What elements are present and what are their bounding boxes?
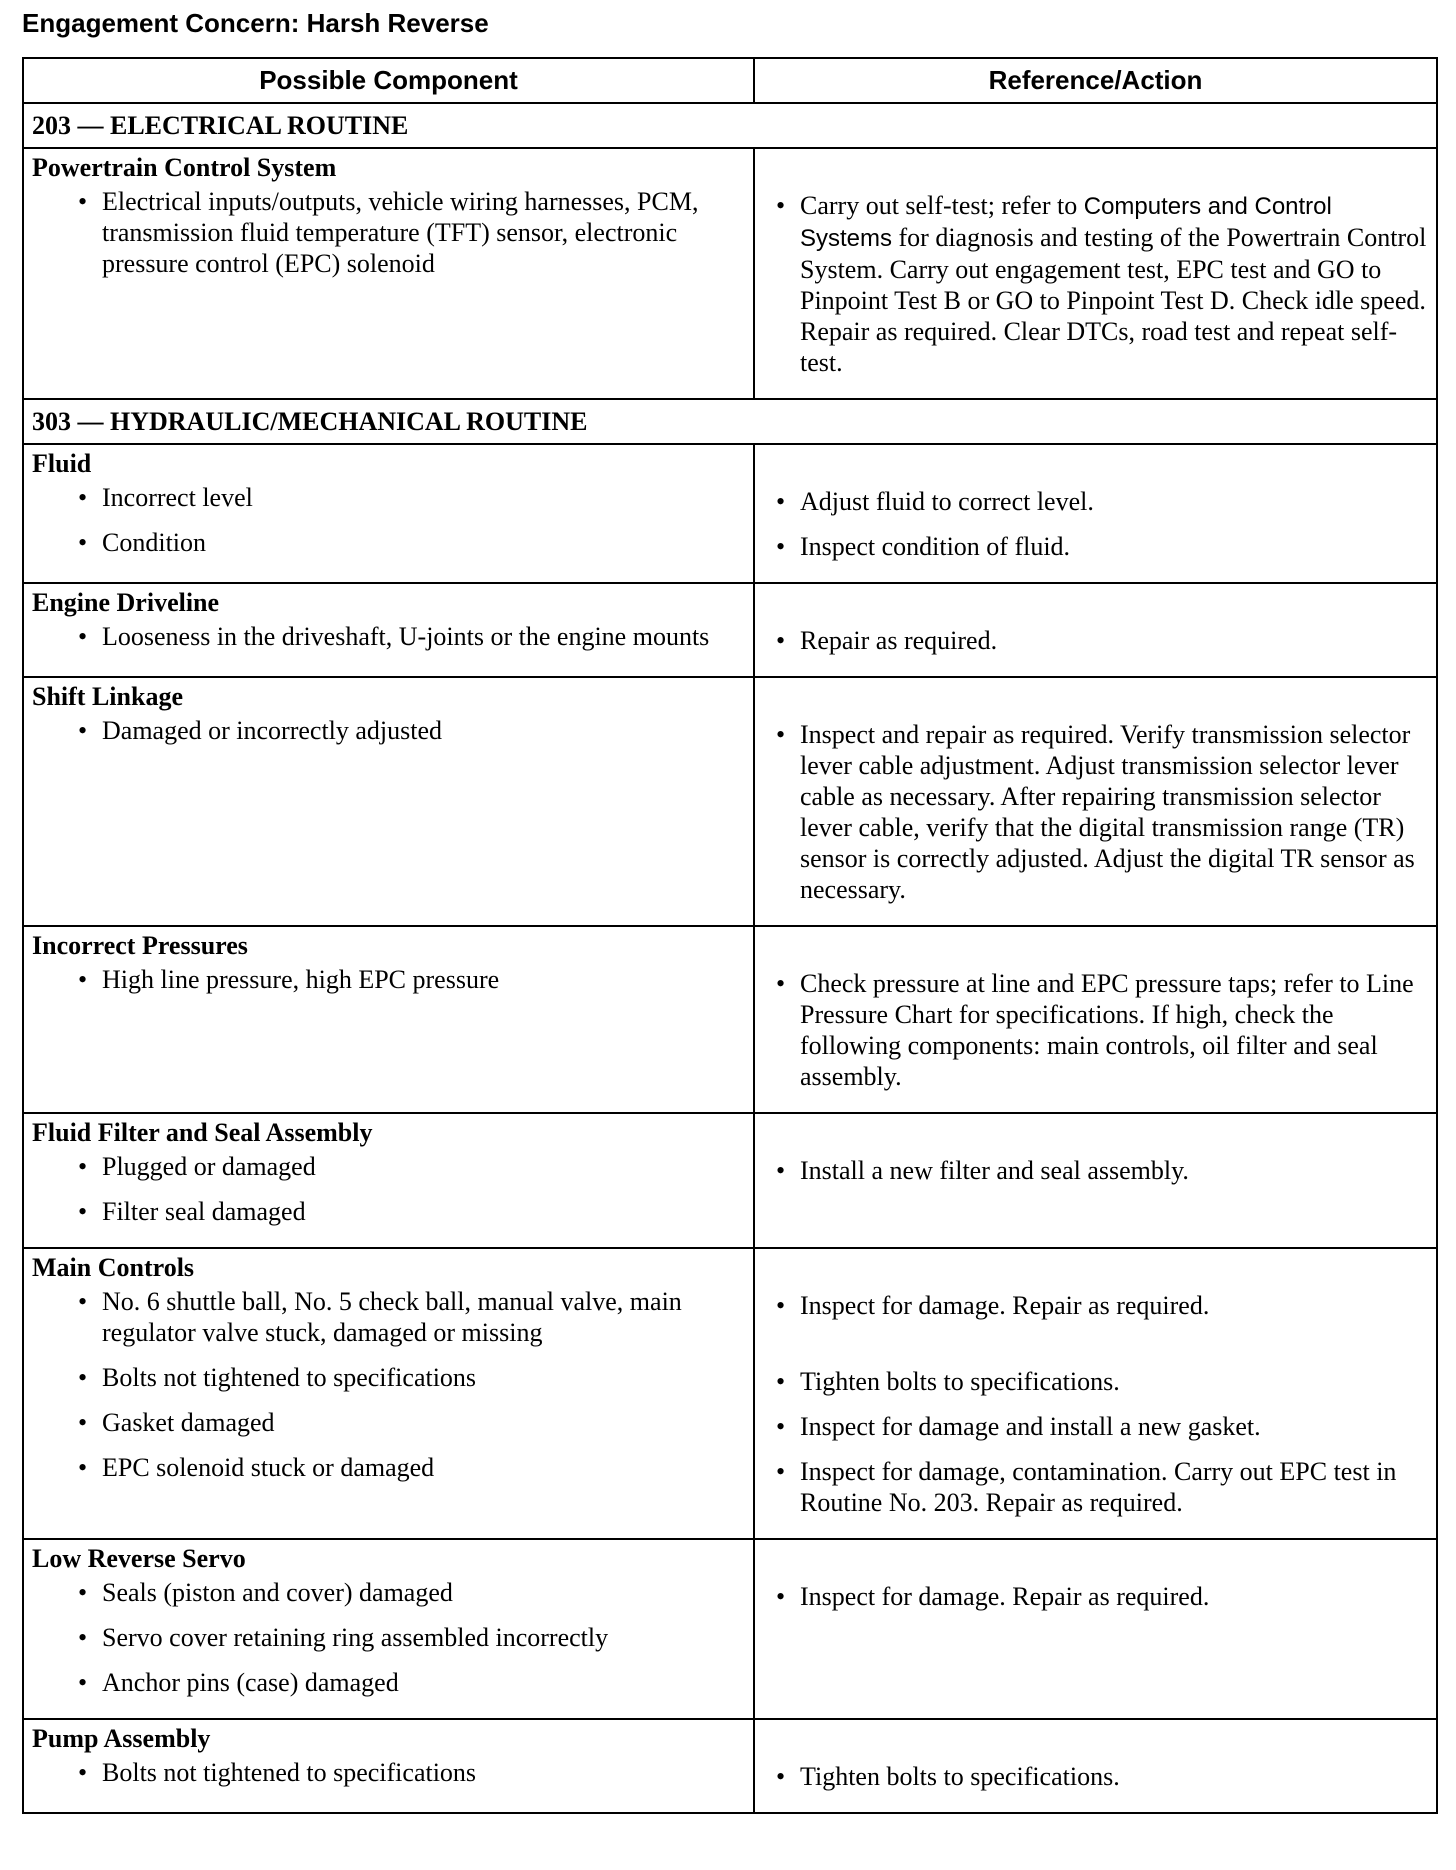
diagnosis-table: [22, 57, 1438, 1814]
action-item: • Tighten bolts to specifications.: [763, 1761, 1428, 1792]
component-item: • Looseness in the driveshaft, U-joints or the engine mounts: [32, 621, 745, 652]
component-item: • Gasket damaged: [32, 1407, 745, 1438]
action-item: • Repair as required.: [763, 625, 1428, 656]
component-name: Fluid Filter and Seal Assembly: [32, 1118, 373, 1147]
action-cell: [754, 677, 1437, 926]
page-title: Engagement Concern: Harsh Reverse: [22, 8, 489, 38]
component-item: • Seals (piston and cover) damaged: [32, 1577, 745, 1608]
action-cell: [754, 444, 1437, 583]
table-row: [23, 148, 1437, 399]
action-item: • Carry out self-test; refer to Computers and Control Systems for diagnosis and testing of the Powertrain Control System. Carry out engagement test, EPC test and GO to Pinpoint Test B or GO to Pinpoint Test D. Check idle speed. Repair as required. Clear DTCs, road test and repeat self-test.: [763, 190, 1428, 378]
component-name: Fluid: [32, 449, 92, 478]
action-item: • Inspect for damage. Repair as required.: [763, 1290, 1428, 1321]
component-item: • Anchor pins (case) damaged: [32, 1667, 745, 1698]
action-item: • Install a new filter and seal assembly.: [763, 1155, 1428, 1186]
component-cell: [23, 148, 754, 399]
action-cell: [754, 1719, 1437, 1813]
component-cell: [23, 1539, 754, 1719]
action-item: • Inspect condition of fluid.: [763, 531, 1428, 562]
table-row: [23, 1248, 1437, 1539]
table-row: [23, 1539, 1437, 1719]
component-name: Pump Assembly: [32, 1724, 211, 1753]
component-cell: [23, 926, 754, 1113]
table-row: [23, 677, 1437, 926]
action-item: • Inspect for damage and install a new gasket.: [763, 1411, 1428, 1442]
component-item: • High line pressure, high EPC pressure: [32, 964, 745, 995]
component-item: • Electrical inputs/outputs, vehicle wiring harnesses, PCM, transmission fluid temperature (TFT) sensor, electronic pressure control (EPC) solenoid: [32, 186, 745, 279]
table-row: [23, 583, 1437, 677]
component-name: Low Reverse Servo: [32, 1544, 246, 1573]
table-row: [23, 1113, 1437, 1248]
component-item: • No. 6 shuttle ball, No. 5 check ball, manual valve, main regulator valve stuck, damaged or missing: [32, 1286, 745, 1348]
component-cell: [23, 1719, 754, 1813]
routine-203-heading: 203 — ELECTRICAL ROUTINE: [23, 103, 1437, 148]
component-item: • EPC solenoid stuck or damaged: [32, 1452, 745, 1483]
routine-row: [23, 399, 1437, 444]
table-row: [23, 444, 1437, 583]
component-name: Engine Driveline: [32, 588, 220, 617]
table-row: [23, 1719, 1437, 1813]
component-name: Powertrain Control System: [32, 153, 337, 182]
action-cell: [754, 583, 1437, 677]
routine-row: [23, 103, 1437, 148]
action-cell: [754, 1113, 1437, 1248]
component-name: Incorrect Pressures: [32, 931, 248, 960]
component-item: • Bolts not tightened to specifications: [32, 1757, 745, 1788]
component-cell: [23, 1113, 754, 1248]
component-cell: [23, 677, 754, 926]
reference-link[interactable]: Computers and Control Systems: [800, 193, 1332, 252]
component-cell: [23, 1248, 754, 1539]
action-cell: [754, 926, 1437, 1113]
action-item: • Adjust fluid to correct level.: [763, 486, 1428, 517]
component-item: • Servo cover retaining ring assembled incorrectly: [32, 1622, 745, 1653]
component-item: • Filter seal damaged: [32, 1196, 745, 1227]
action-item: • Inspect and repair as required. Verify transmission selector lever cable adjustment. Adjust transmission selector lever cable as necessary. After repairing transmission selector lever cable, verify that the digital transmission range (TR) sensor is correctly adjusted. Adjust the digital TR sensor as necessary.: [763, 719, 1428, 905]
component-item: • Damaged or incorrectly adjusted: [32, 715, 745, 746]
component-item: • Condition: [32, 527, 745, 558]
component-cell: [23, 444, 754, 583]
action-item: • Inspect for damage, contamination. Carry out EPC test in Routine No. 203. Repair as required.: [763, 1456, 1428, 1518]
component-name: Main Controls: [32, 1253, 195, 1282]
header-possible-component: Possible Component: [23, 58, 754, 103]
action-cell: [754, 1248, 1437, 1539]
action-item: • Check pressure at line and EPC pressure taps; refer to Line Pressure Chart for specifications. If high, check the following components: main controls, oil filter and seal assembly.: [763, 968, 1428, 1092]
header-reference-action: Reference/Action: [754, 58, 1437, 103]
component-name: Shift Linkage: [32, 682, 183, 711]
component-item: • Incorrect level: [32, 482, 745, 513]
component-item: • Plugged or damaged: [32, 1151, 745, 1182]
table-row: [23, 926, 1437, 1113]
routine-303-heading: 303 — HYDRAULIC/MECHANICAL ROUTINE: [23, 399, 1437, 444]
component-item: • Bolts not tightened to specifications: [32, 1362, 745, 1393]
header-row: [23, 58, 1437, 103]
action-cell: [754, 1539, 1437, 1719]
action-item: • Inspect for damage. Repair as required.: [763, 1581, 1428, 1612]
action-cell: [754, 148, 1437, 399]
action-item: • Tighten bolts to specifications.: [763, 1366, 1428, 1397]
component-cell: [23, 583, 754, 677]
